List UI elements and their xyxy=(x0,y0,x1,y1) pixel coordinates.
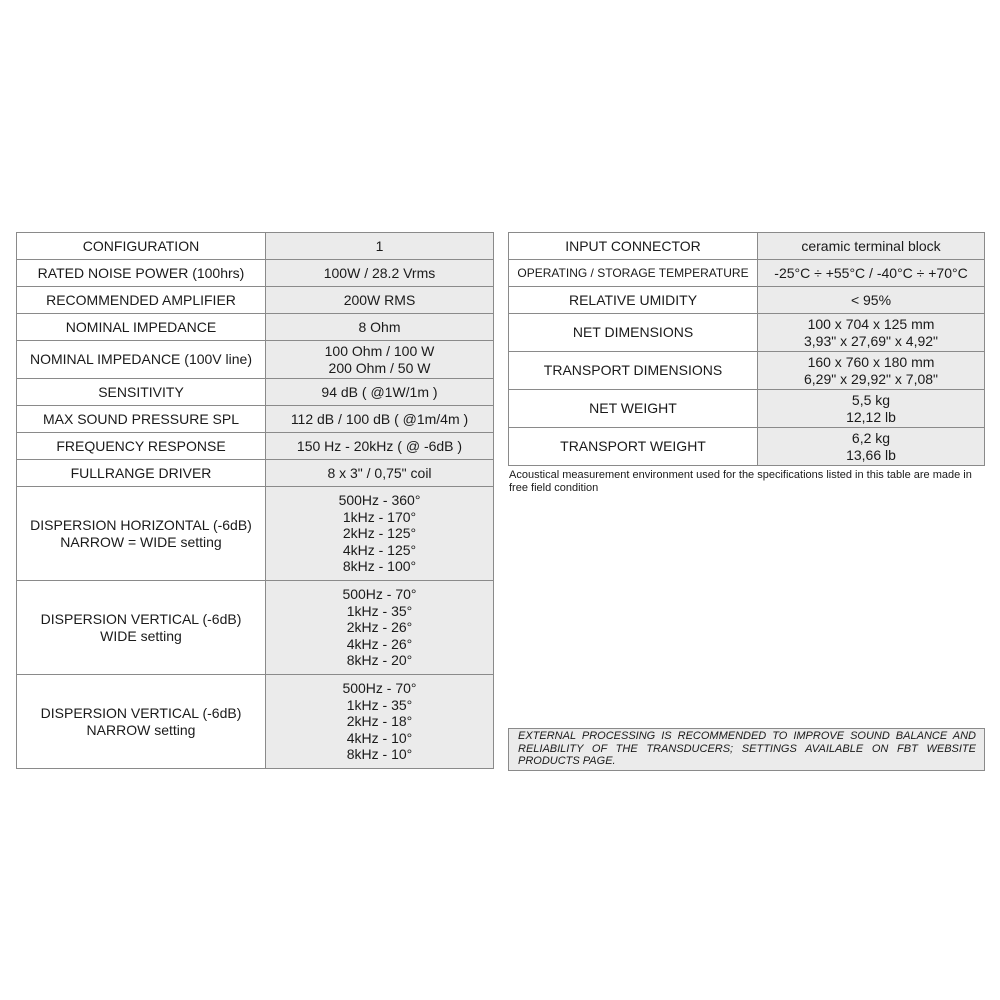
spec-value: 200W RMS xyxy=(266,287,494,314)
spec-label: MAX SOUND PRESSURE SPL xyxy=(17,406,266,433)
spec-value: 8 Ohm xyxy=(266,314,494,341)
spec-label: NOMINAL IMPEDANCE (100V line) xyxy=(17,341,266,379)
spec-label: NET WEIGHT xyxy=(509,390,758,428)
processing-note: EXTERNAL PROCESSING IS RECOMMENDED TO IMPROVE SOUND BALANCE AND RELIABILITY OF THE TRANSDUCERS; SETTINGS AVAILABLE ON FBT WEBSITE PRODUCTS PAGE. xyxy=(508,728,985,771)
spec-value: 8 x 3" / 0,75" coil xyxy=(266,460,494,487)
spec-row-recommended-amplifier xyxy=(17,287,494,314)
spec-value: 1 xyxy=(266,233,494,260)
spec-label: OPERATING / STORAGE TEMPERATURE xyxy=(509,260,758,287)
right-spec-table xyxy=(508,232,985,466)
measurement-note: Acoustical measurement environment used for the specifications listed in this table are made in free field condition xyxy=(509,469,972,494)
spec-label: NOMINAL IMPEDANCE xyxy=(17,314,266,341)
spec-label: DISPERSION HORIZONTAL (-6dB) NARROW = WIDE setting xyxy=(17,487,266,581)
spec-row-transport-dimensions xyxy=(509,352,985,390)
spec-value: ceramic terminal block xyxy=(758,233,985,260)
spec-value: 150 Hz - 20kHz ( @ -6dB ) xyxy=(266,433,494,460)
spec-label: NET DIMENSIONS xyxy=(509,314,758,352)
spec-value: 500Hz - 70° 1kHz - 35° 2kHz - 26° 4kHz - 26° 8kHz - 20° xyxy=(266,581,494,675)
spec-row-temperature xyxy=(509,260,985,287)
spec-label: TRANSPORT WEIGHT xyxy=(509,428,758,466)
spec-row-net-dimensions xyxy=(509,314,985,352)
spec-value: 5,5 kg 12,12 lb xyxy=(758,390,985,428)
spec-row-frequency-response xyxy=(17,433,494,460)
spec-label: DISPERSION VERTICAL (-6dB) WIDE setting xyxy=(17,581,266,675)
spec-row-relative-humidity xyxy=(509,287,985,314)
spec-value: 6,2 kg 13,66 lb xyxy=(758,428,985,466)
spec-label: RECOMMENDED AMPLIFIER xyxy=(17,287,266,314)
spec-row-sensitivity xyxy=(17,379,494,406)
spec-value: < 95% xyxy=(758,287,985,314)
spec-label: DISPERSION VERTICAL (-6dB) NARROW setting xyxy=(17,675,266,769)
spec-value: -25°C ÷ +55°C / -40°C ÷ +70°C xyxy=(758,260,985,287)
spec-row-input-connector xyxy=(509,233,985,260)
spec-label: CONFIGURATION xyxy=(17,233,266,260)
spec-label: INPUT CONNECTOR xyxy=(509,233,758,260)
spec-value: 500Hz - 360° 1kHz - 170° 2kHz - 125° 4kHz - 125° 8kHz - 100° xyxy=(266,487,494,581)
spec-row-rated-noise-power xyxy=(17,260,494,287)
spec-row-dispersion-horizontal xyxy=(17,487,494,581)
spec-row-nominal-impedance-100v xyxy=(17,341,494,379)
spec-row-fullrange-driver xyxy=(17,460,494,487)
spec-label: RELATIVE UMIDITY xyxy=(509,287,758,314)
spec-row-max-spl xyxy=(17,406,494,433)
spec-row-net-weight xyxy=(509,390,985,428)
spec-label: FULLRANGE DRIVER xyxy=(17,460,266,487)
left-spec-table xyxy=(16,232,494,769)
spec-row-transport-weight xyxy=(509,428,985,466)
spec-row-dispersion-vertical-narrow xyxy=(17,675,494,769)
spec-value: 500Hz - 70° 1kHz - 35° 2kHz - 18° 4kHz - 10° 8kHz - 10° xyxy=(266,675,494,769)
spec-value: 100 x 704 x 125 mm 3,93" x 27,69" x 4,92" xyxy=(758,314,985,352)
spec-row-nominal-impedance xyxy=(17,314,494,341)
spec-value: 100 Ohm / 100 W 200 Ohm / 50 W xyxy=(266,341,494,379)
spec-value: 94 dB ( @1W/1m ) xyxy=(266,379,494,406)
spec-row-configuration xyxy=(17,233,494,260)
spec-label: RATED NOISE POWER (100hrs) xyxy=(17,260,266,287)
spec-row-dispersion-vertical-wide xyxy=(17,581,494,675)
spec-label: FREQUENCY RESPONSE xyxy=(17,433,266,460)
spec-value: 160 x 760 x 180 mm 6,29" x 29,92" x 7,08" xyxy=(758,352,985,390)
spec-value: 112 dB / 100 dB ( @1m/4m ) xyxy=(266,406,494,433)
spec-label: SENSITIVITY xyxy=(17,379,266,406)
spec-value: 100W / 28.2 Vrms xyxy=(266,260,494,287)
spec-label: TRANSPORT DIMENSIONS xyxy=(509,352,758,390)
